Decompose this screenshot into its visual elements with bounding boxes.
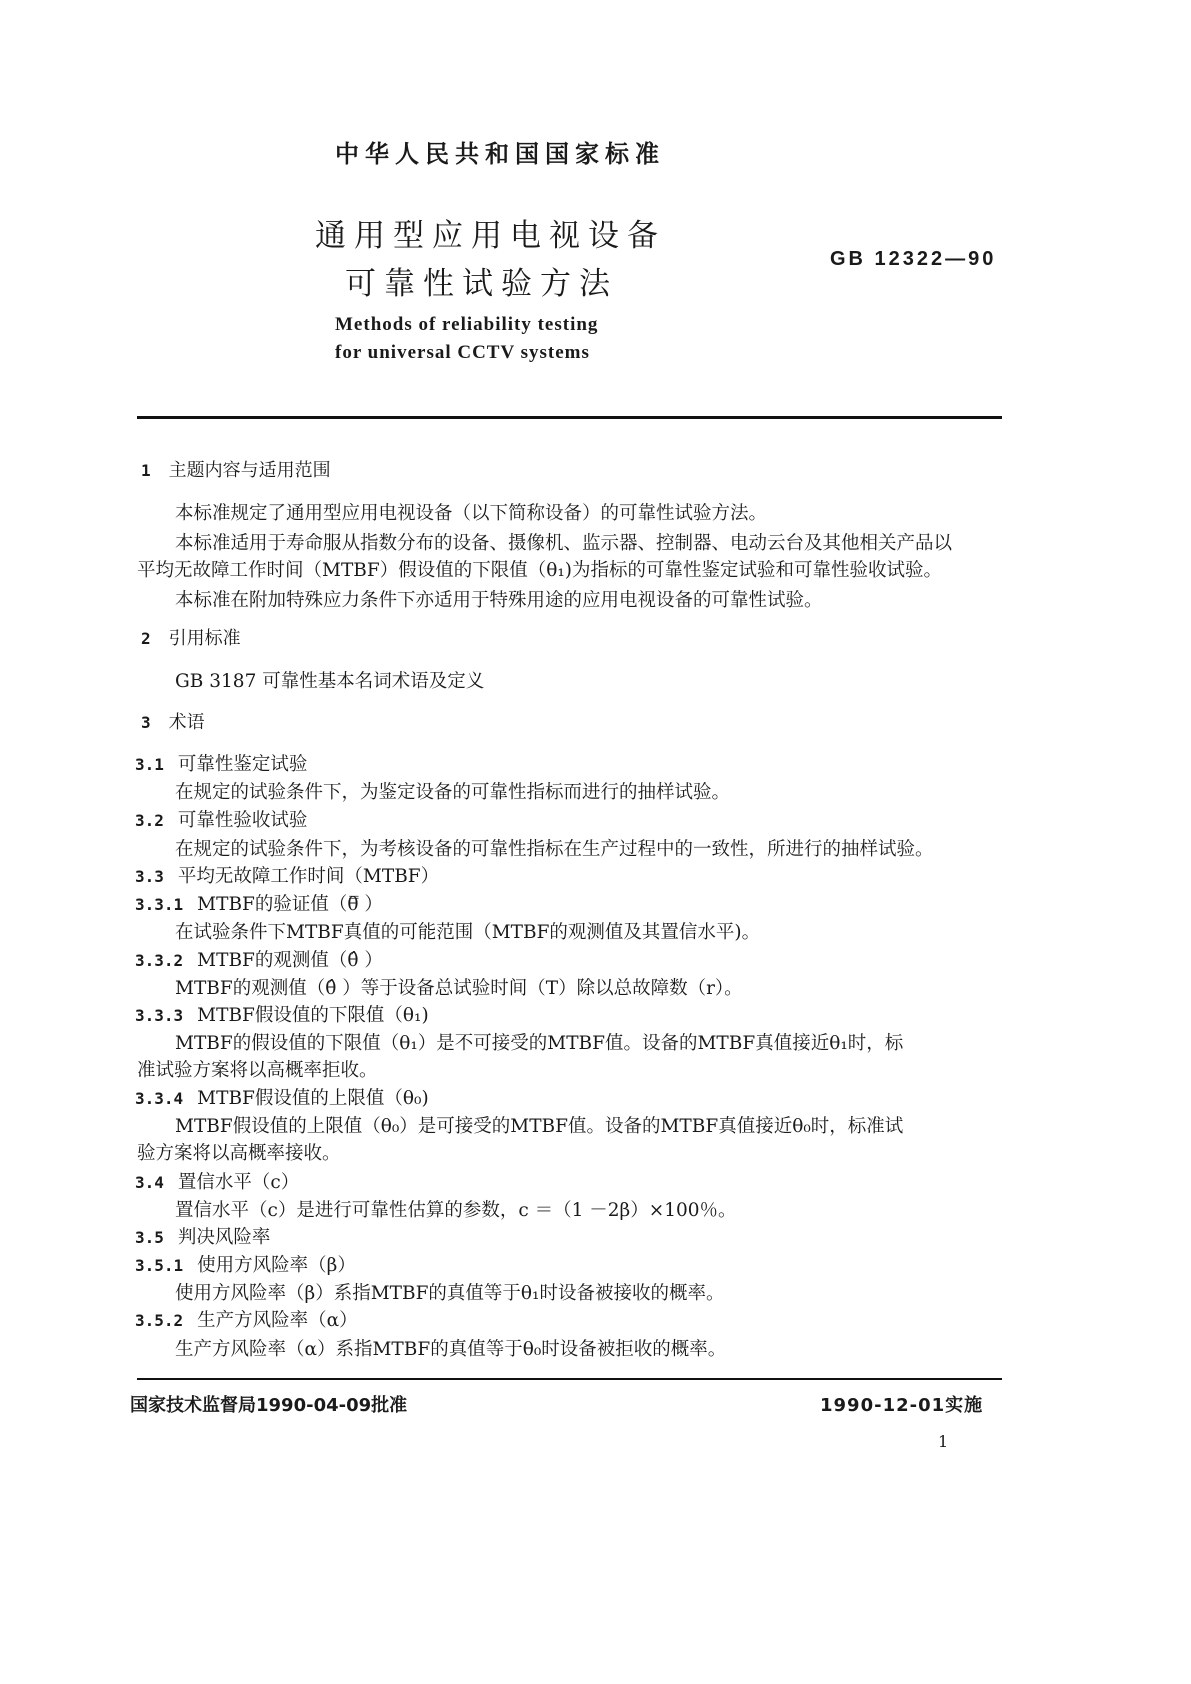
- paragraph-line: [137, 1056, 378, 1082]
- line-text: 在试验条件下MTBF真值的可能范围（MTBF的观测值及其置信水平)。: [175, 922, 761, 943]
- line-text: MTBF假设值的下限值（θ₁): [197, 1005, 429, 1026]
- effective-date: 1990-12-01实施: [820, 1395, 984, 1416]
- line-text: MTBF的假设值的下限值（θ₁）是不可接受的MTBF值。设备的MTBF真值接近θ₁时，标: [175, 1033, 904, 1054]
- section-heading: [141, 624, 241, 650]
- section-number: 3.2: [135, 811, 164, 830]
- approval-date: 国家技术监督局1990-04-09批准: [130, 1395, 408, 1416]
- line-text: 主题内容与适用范围: [168, 460, 331, 481]
- line-text: 在规定的试验条件下，为考核设备的可靠性指标在生产过程中的一致性，所进行的抽样试验。: [175, 839, 934, 860]
- section-heading: [141, 708, 205, 734]
- term-heading: [135, 1306, 358, 1332]
- section-number: 3.3.1: [135, 895, 184, 914]
- term-heading: [135, 1251, 356, 1277]
- line-text: 平均无故障工作时间（MTBF）假设值的下限值（θ₁)为指标的可靠性鉴定试验和可靠性验收试验。: [137, 560, 942, 581]
- section-number: 3.4: [135, 1173, 164, 1192]
- line-text: 置信水平（c）: [177, 1172, 300, 1193]
- paragraph-line: [175, 835, 934, 861]
- line-text: MTBF的观测值（θ̂ ）: [197, 950, 383, 971]
- line-text: MTBF假设值的上限值（θ₀): [197, 1088, 429, 1109]
- title-zh-line1: 通用型应用电视设备: [315, 218, 666, 254]
- term-heading: [135, 1168, 299, 1194]
- line-text: 可靠性鉴定试验: [177, 754, 308, 775]
- paragraph-line: [137, 1139, 341, 1165]
- paragraph-line: [175, 499, 767, 525]
- section-number: 3.5: [135, 1228, 164, 1247]
- page-number: 1: [938, 1432, 949, 1451]
- paragraph-line: [175, 974, 743, 1000]
- line-text: 本标准在附加特殊应力条件下亦适用于特殊用途的应用电视设备的可靠性试验。: [175, 590, 823, 611]
- term-heading: [135, 750, 307, 776]
- line-text: MTBF的观测值（θ̂ ）等于设备总试验时间（T）除以总故障数（r）。: [175, 978, 743, 999]
- paragraph-line: [175, 1029, 903, 1055]
- paragraph-line: [175, 1335, 726, 1361]
- line-text: 验方案将以高概率接收。: [137, 1143, 341, 1164]
- line-text: 置信水平（c）是进行可靠性估算的参数，c ＝（1 －2β）×100％。: [175, 1200, 737, 1221]
- paragraph-line: [175, 1279, 724, 1305]
- section-number: 3.3.3: [135, 1006, 184, 1025]
- top-rule: [137, 416, 1002, 419]
- line-text: 准试验方案将以高概率拒收。: [137, 1060, 378, 1081]
- line-text: 术语: [168, 712, 205, 733]
- term-heading: [135, 1223, 270, 1249]
- line-text: 平均无故障工作时间（MTBF）: [177, 866, 440, 887]
- line-text: 本标准适用于寿命服从指数分布的设备、摄像机、监示器、控制器、电动云台及其他相关产品以: [175, 533, 953, 554]
- line-text: 生产方风险率（α）: [197, 1310, 358, 1331]
- line-text: 本标准规定了通用型应用电视设备（以下简称设备）的可靠性试验方法。: [175, 503, 768, 524]
- line-text: GB 3187 可靠性基本名词术语及定义: [175, 671, 485, 692]
- section-number: 3.3: [135, 867, 164, 886]
- paragraph-line: [175, 778, 730, 804]
- section-number: 3.3.2: [135, 951, 184, 970]
- line-text: 判决风险率: [177, 1227, 271, 1248]
- paragraph-line: [175, 529, 952, 555]
- paragraph-line: [175, 667, 484, 693]
- line-text: 使用方风险率（β）系指MTBF的真值等于θ₁时设备被接收的概率。: [175, 1283, 725, 1304]
- section-number: 2: [141, 629, 151, 648]
- term-heading: [135, 862, 439, 888]
- bottom-rule: [137, 1378, 1002, 1380]
- paragraph-line: [175, 1112, 903, 1138]
- term-heading: [135, 1001, 429, 1027]
- section-number: 3.5.2: [135, 1311, 184, 1330]
- line-text: 在规定的试验条件下，为鉴定设备的可靠性指标而进行的抽样试验。: [175, 782, 731, 803]
- line-text: 引用标准: [168, 628, 241, 649]
- line-text: 生产方风险率（α）系指MTBF的真值等于θ₀时设备被拒收的概率。: [175, 1339, 727, 1360]
- section-heading: [141, 456, 331, 482]
- line-text: 可靠性验收试验: [177, 810, 308, 831]
- paragraph-line: [137, 556, 942, 582]
- line-text: 使用方风险率（β）: [197, 1255, 356, 1276]
- title-en-line2: for universal CCTV systems: [335, 342, 590, 363]
- paragraph-line: [175, 586, 823, 612]
- section-number: 3.1: [135, 755, 164, 774]
- standard-code: GB 12322—90: [830, 248, 997, 270]
- paragraph-line: [175, 918, 760, 944]
- section-number: 3.3.4: [135, 1089, 184, 1108]
- section-number: 1: [141, 461, 151, 480]
- term-heading: [135, 1084, 429, 1110]
- line-text: MTBF假设值的上限值（θ₀）是可接受的MTBF值。设备的MTBF真值接近θ₀时，标准试: [175, 1116, 904, 1137]
- term-heading: [135, 946, 383, 972]
- paragraph-line: [175, 1196, 737, 1222]
- term-heading: [135, 890, 383, 916]
- line-text: MTBF的验证值（θ̿ ）: [197, 894, 383, 915]
- term-heading: [135, 806, 307, 832]
- national-standard-label: 中华人民共和国国家标准: [335, 140, 665, 168]
- section-number: 3.5.1: [135, 1256, 184, 1275]
- section-number: 3: [141, 713, 151, 732]
- title-en-line1: Methods of reliability testing: [335, 314, 599, 335]
- title-zh-line2: 可靠性试验方法: [345, 266, 618, 302]
